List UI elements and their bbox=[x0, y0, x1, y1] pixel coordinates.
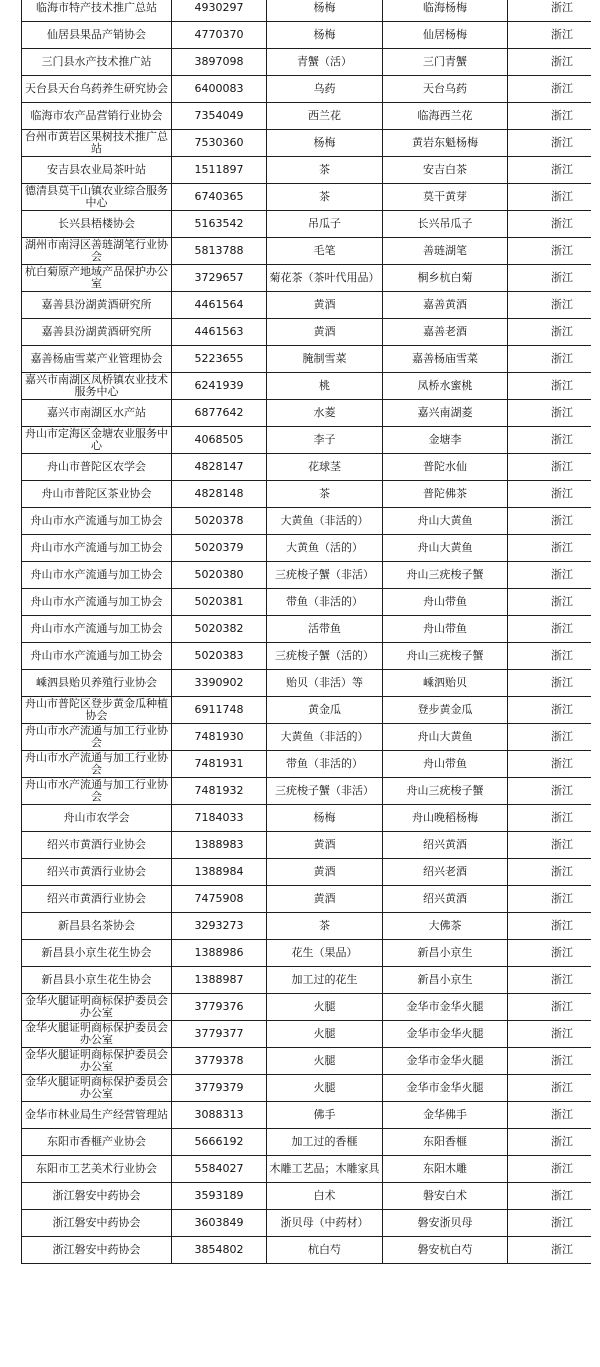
cell-registration-number: 5584027 bbox=[172, 1156, 267, 1183]
table-row bbox=[22, 967, 592, 994]
cell-trademark-name: 普陀水仙 bbox=[383, 454, 508, 481]
table-row bbox=[22, 292, 592, 319]
cell-goods: 吊瓜子 bbox=[267, 211, 383, 238]
cell-registration-number: 7481932 bbox=[172, 778, 267, 805]
cell-trademark-name: 绍兴老酒 bbox=[383, 859, 508, 886]
cell-trademark-name: 嘉善老酒 bbox=[383, 319, 508, 346]
cell-applicant: 金华火腿证明商标保护委员会办公室 bbox=[22, 1075, 172, 1102]
cell-applicant: 舟山市普陀区登步黄金瓜种植协会 bbox=[22, 697, 172, 724]
cell-applicant: 浙江磐安中药协会 bbox=[22, 1183, 172, 1210]
cell-registration-number: 5020382 bbox=[172, 616, 267, 643]
cell-registration-number: 5020380 bbox=[172, 562, 267, 589]
cell-goods: 黄酒 bbox=[267, 319, 383, 346]
cell-registration-number: 3729657 bbox=[172, 265, 267, 292]
cell-goods: 茶 bbox=[267, 913, 383, 940]
cell-applicant: 舟山市普陀区农学会 bbox=[22, 454, 172, 481]
cell-goods: 贻贝（非活）等 bbox=[267, 670, 383, 697]
cell-goods: 花球茎 bbox=[267, 454, 383, 481]
cell-province: 浙江 bbox=[508, 481, 592, 508]
cell-registration-number: 6400083 bbox=[172, 76, 267, 103]
cell-registration-number: 5163542 bbox=[172, 211, 267, 238]
cell-province: 浙江 bbox=[508, 1156, 592, 1183]
table-row bbox=[22, 238, 592, 265]
table-row bbox=[22, 184, 592, 211]
cell-trademark-name: 长兴吊瓜子 bbox=[383, 211, 508, 238]
cell-goods: 西兰花 bbox=[267, 103, 383, 130]
cell-applicant: 舟山市农学会 bbox=[22, 805, 172, 832]
table-row bbox=[22, 562, 592, 589]
cell-goods: 杨梅 bbox=[267, 805, 383, 832]
table-row bbox=[22, 1129, 592, 1156]
cell-province: 浙江 bbox=[508, 913, 592, 940]
cell-province: 浙江 bbox=[508, 76, 592, 103]
cell-province: 浙江 bbox=[508, 778, 592, 805]
table-row bbox=[22, 1102, 592, 1129]
cell-registration-number: 5020378 bbox=[172, 508, 267, 535]
cell-trademark-name: 舟山晚稻杨梅 bbox=[383, 805, 508, 832]
table-row bbox=[22, 724, 592, 751]
cell-province: 浙江 bbox=[508, 184, 592, 211]
cell-applicant: 嘉兴市南湖区水产站 bbox=[22, 400, 172, 427]
cell-province: 浙江 bbox=[508, 805, 592, 832]
cell-applicant: 嘉善杨庙雪菜产业管理协会 bbox=[22, 346, 172, 373]
cell-trademark-name: 磐安白术 bbox=[383, 1183, 508, 1210]
cell-registration-number: 3390902 bbox=[172, 670, 267, 697]
cell-registration-number: 4461564 bbox=[172, 292, 267, 319]
cell-trademark-name: 新昌小京生 bbox=[383, 967, 508, 994]
cell-province: 浙江 bbox=[508, 832, 592, 859]
cell-goods: 毛笔 bbox=[267, 238, 383, 265]
cell-goods: 黄酒 bbox=[267, 292, 383, 319]
cell-registration-number: 3779378 bbox=[172, 1048, 267, 1075]
cell-goods: 腌制雪菜 bbox=[267, 346, 383, 373]
cell-applicant: 安吉县农业局茶叶站 bbox=[22, 157, 172, 184]
cell-registration-number: 3854802 bbox=[172, 1237, 267, 1264]
table-row bbox=[22, 157, 592, 184]
cell-trademark-name: 凤桥水蜜桃 bbox=[383, 373, 508, 400]
cell-registration-number: 5666192 bbox=[172, 1129, 267, 1156]
cell-applicant: 临海市农产品营销行业协会 bbox=[22, 103, 172, 130]
cell-province: 浙江 bbox=[508, 562, 592, 589]
cell-trademark-name: 仙居杨梅 bbox=[383, 22, 508, 49]
cell-trademark-name: 安吉白茶 bbox=[383, 157, 508, 184]
cell-trademark-name: 金华市金华火腿 bbox=[383, 1021, 508, 1048]
table-row bbox=[22, 211, 592, 238]
table-row bbox=[22, 913, 592, 940]
table-row bbox=[22, 697, 592, 724]
table-row bbox=[22, 1021, 592, 1048]
cell-goods: 杭白芍 bbox=[267, 1237, 383, 1264]
cell-trademark-name: 登步黄金瓜 bbox=[383, 697, 508, 724]
table-row bbox=[22, 481, 592, 508]
table-row bbox=[22, 1183, 592, 1210]
cell-registration-number: 6241939 bbox=[172, 373, 267, 400]
cell-applicant: 杭白菊原产地域产品保护办公室 bbox=[22, 265, 172, 292]
cell-registration-number: 3293273 bbox=[172, 913, 267, 940]
cell-goods: 火腿 bbox=[267, 1075, 383, 1102]
cell-goods: 杨梅 bbox=[267, 0, 383, 22]
cell-applicant: 嘉善县汾湖黄酒研究所 bbox=[22, 319, 172, 346]
cell-goods: 杨梅 bbox=[267, 22, 383, 49]
table-row bbox=[22, 1048, 592, 1075]
table-row bbox=[22, 643, 592, 670]
cell-goods: 黄酒 bbox=[267, 886, 383, 913]
cell-registration-number: 5813788 bbox=[172, 238, 267, 265]
cell-province: 浙江 bbox=[508, 211, 592, 238]
cell-province: 浙江 bbox=[508, 940, 592, 967]
cell-registration-number: 4828148 bbox=[172, 481, 267, 508]
table-row bbox=[22, 1156, 592, 1183]
cell-applicant: 临海市特产技术推广总站 bbox=[22, 0, 172, 22]
cell-goods: 菊花茶（茶叶代用品） bbox=[267, 265, 383, 292]
cell-goods: 浙贝母（中药材） bbox=[267, 1210, 383, 1237]
cell-goods: 加工过的香榧 bbox=[267, 1129, 383, 1156]
cell-trademark-name: 嵊泗贻贝 bbox=[383, 670, 508, 697]
cell-registration-number: 4770370 bbox=[172, 22, 267, 49]
table-row bbox=[22, 0, 592, 22]
cell-trademark-name: 舟山带鱼 bbox=[383, 751, 508, 778]
cell-goods: 茶 bbox=[267, 481, 383, 508]
cell-province: 浙江 bbox=[508, 508, 592, 535]
cell-goods: 带鱼（非活的） bbox=[267, 751, 383, 778]
cell-province: 浙江 bbox=[508, 157, 592, 184]
cell-province: 浙江 bbox=[508, 22, 592, 49]
cell-province: 浙江 bbox=[508, 373, 592, 400]
table-row bbox=[22, 508, 592, 535]
table-row bbox=[22, 751, 592, 778]
cell-registration-number: 3603849 bbox=[172, 1210, 267, 1237]
table-row bbox=[22, 886, 592, 913]
table-row bbox=[22, 589, 592, 616]
cell-province: 浙江 bbox=[508, 643, 592, 670]
cell-applicant: 绍兴市黄酒行业协会 bbox=[22, 832, 172, 859]
cell-registration-number: 3088313 bbox=[172, 1102, 267, 1129]
cell-registration-number: 5223655 bbox=[172, 346, 267, 373]
trademark-table bbox=[21, 0, 591, 1264]
cell-trademark-name: 临海西兰花 bbox=[383, 103, 508, 130]
table-row bbox=[22, 130, 592, 157]
cell-applicant: 嘉善县汾湖黄酒研究所 bbox=[22, 292, 172, 319]
cell-province: 浙江 bbox=[508, 1075, 592, 1102]
cell-applicant: 浙江磐安中药协会 bbox=[22, 1210, 172, 1237]
cell-province: 浙江 bbox=[508, 130, 592, 157]
cell-applicant: 长兴县梧楼协会 bbox=[22, 211, 172, 238]
cell-province: 浙江 bbox=[508, 265, 592, 292]
cell-registration-number: 7481930 bbox=[172, 724, 267, 751]
cell-province: 浙江 bbox=[508, 994, 592, 1021]
cell-registration-number: 6911748 bbox=[172, 697, 267, 724]
cell-goods: 黄酒 bbox=[267, 859, 383, 886]
table-row bbox=[22, 1237, 592, 1264]
cell-registration-number: 1511897 bbox=[172, 157, 267, 184]
cell-applicant: 舟山市定海区金塘农业服务中心 bbox=[22, 427, 172, 454]
cell-goods: 桃 bbox=[267, 373, 383, 400]
table-row bbox=[22, 778, 592, 805]
cell-trademark-name: 嘉善黄酒 bbox=[383, 292, 508, 319]
cell-trademark-name: 绍兴黄酒 bbox=[383, 832, 508, 859]
cell-registration-number: 4461563 bbox=[172, 319, 267, 346]
cell-registration-number: 5020381 bbox=[172, 589, 267, 616]
cell-province: 浙江 bbox=[508, 1048, 592, 1075]
cell-trademark-name: 嘉兴南湖菱 bbox=[383, 400, 508, 427]
cell-province: 浙江 bbox=[508, 427, 592, 454]
table-row bbox=[22, 373, 592, 400]
cell-goods: 加工过的花生 bbox=[267, 967, 383, 994]
cell-applicant: 德清县莫干山镇农业综合服务中心 bbox=[22, 184, 172, 211]
cell-trademark-name: 舟山三疣梭子蟹 bbox=[383, 562, 508, 589]
cell-province: 浙江 bbox=[508, 751, 592, 778]
table-body bbox=[22, 0, 592, 1264]
cell-applicant: 仙居县果品产销协会 bbox=[22, 22, 172, 49]
cell-province: 浙江 bbox=[508, 535, 592, 562]
cell-trademark-name: 东阳香榧 bbox=[383, 1129, 508, 1156]
cell-province: 浙江 bbox=[508, 616, 592, 643]
cell-applicant: 新昌县小京生花生协会 bbox=[22, 940, 172, 967]
cell-applicant: 舟山市水产流通与加工协会 bbox=[22, 535, 172, 562]
cell-goods: 三疣梭子蟹（非活） bbox=[267, 778, 383, 805]
cell-trademark-name: 舟山带鱼 bbox=[383, 616, 508, 643]
cell-goods: 火腿 bbox=[267, 994, 383, 1021]
cell-province: 浙江 bbox=[508, 292, 592, 319]
cell-applicant: 东阳市工艺美术行业协会 bbox=[22, 1156, 172, 1183]
cell-registration-number: 7354049 bbox=[172, 103, 267, 130]
cell-trademark-name: 磐安杭白芍 bbox=[383, 1237, 508, 1264]
cell-applicant: 舟山市水产流通与加工协会 bbox=[22, 616, 172, 643]
table-row bbox=[22, 103, 592, 130]
cell-province: 浙江 bbox=[508, 859, 592, 886]
cell-province: 浙江 bbox=[508, 1237, 592, 1264]
cell-registration-number: 1388986 bbox=[172, 940, 267, 967]
cell-trademark-name: 三门青蟹 bbox=[383, 49, 508, 76]
cell-trademark-name: 绍兴黄酒 bbox=[383, 886, 508, 913]
table-row bbox=[22, 940, 592, 967]
cell-trademark-name: 舟山带鱼 bbox=[383, 589, 508, 616]
cell-applicant: 嵊泗县贻贝养殖行业协会 bbox=[22, 670, 172, 697]
cell-province: 浙江 bbox=[508, 103, 592, 130]
cell-applicant: 湖州市南浔区善琏湖笔行业协会 bbox=[22, 238, 172, 265]
table-row bbox=[22, 535, 592, 562]
cell-trademark-name: 舟山大黄鱼 bbox=[383, 724, 508, 751]
cell-province: 浙江 bbox=[508, 724, 592, 751]
table-row bbox=[22, 400, 592, 427]
table-row bbox=[22, 859, 592, 886]
cell-province: 浙江 bbox=[508, 1021, 592, 1048]
cell-province: 浙江 bbox=[508, 0, 592, 22]
table-row bbox=[22, 319, 592, 346]
cell-registration-number: 3779377 bbox=[172, 1021, 267, 1048]
cell-registration-number: 3593189 bbox=[172, 1183, 267, 1210]
cell-goods: 大黄鱼（非活的） bbox=[267, 508, 383, 535]
cell-goods: 青蟹（活） bbox=[267, 49, 383, 76]
table-row bbox=[22, 265, 592, 292]
cell-applicant: 金华火腿证明商标保护委员会办公室 bbox=[22, 1048, 172, 1075]
cell-applicant: 舟山市水产流通与加工协会 bbox=[22, 589, 172, 616]
cell-applicant: 绍兴市黄酒行业协会 bbox=[22, 859, 172, 886]
table-row bbox=[22, 454, 592, 481]
cell-applicant: 三门县水产技术推广站 bbox=[22, 49, 172, 76]
cell-goods: 李子 bbox=[267, 427, 383, 454]
cell-applicant: 舟山市水产流通与加工行业协会 bbox=[22, 724, 172, 751]
cell-goods: 三疣梭子蟹（活的） bbox=[267, 643, 383, 670]
cell-applicant: 金华火腿证明商标保护委员会办公室 bbox=[22, 1021, 172, 1048]
cell-trademark-name: 桐乡杭白菊 bbox=[383, 265, 508, 292]
table-row bbox=[22, 76, 592, 103]
cell-province: 浙江 bbox=[508, 238, 592, 265]
cell-goods: 花生（果品） bbox=[267, 940, 383, 967]
cell-registration-number: 4068505 bbox=[172, 427, 267, 454]
cell-province: 浙江 bbox=[508, 49, 592, 76]
cell-trademark-name: 莫干黄芽 bbox=[383, 184, 508, 211]
cell-province: 浙江 bbox=[508, 1183, 592, 1210]
cell-applicant: 舟山市普陀区茶业协会 bbox=[22, 481, 172, 508]
cell-goods: 乌药 bbox=[267, 76, 383, 103]
cell-province: 浙江 bbox=[508, 697, 592, 724]
cell-trademark-name: 金塘李 bbox=[383, 427, 508, 454]
cell-province: 浙江 bbox=[508, 400, 592, 427]
cell-trademark-name: 黄岩东魁杨梅 bbox=[383, 130, 508, 157]
cell-applicant: 台州市黄岩区果树技术推广总站 bbox=[22, 130, 172, 157]
table-row bbox=[22, 1075, 592, 1102]
cell-trademark-name: 临海杨梅 bbox=[383, 0, 508, 22]
cell-trademark-name: 大佛茶 bbox=[383, 913, 508, 940]
cell-registration-number: 5020379 bbox=[172, 535, 267, 562]
cell-province: 浙江 bbox=[508, 967, 592, 994]
cell-trademark-name: 善琏湖笔 bbox=[383, 238, 508, 265]
cell-goods: 茶 bbox=[267, 184, 383, 211]
cell-applicant: 新昌县小京生花生协会 bbox=[22, 967, 172, 994]
cell-registration-number: 7475908 bbox=[172, 886, 267, 913]
cell-applicant: 舟山市水产流通与加工协会 bbox=[22, 562, 172, 589]
cell-trademark-name: 舟山大黄鱼 bbox=[383, 535, 508, 562]
cell-registration-number: 1388983 bbox=[172, 832, 267, 859]
cell-goods: 大黄鱼（活的） bbox=[267, 535, 383, 562]
cell-province: 浙江 bbox=[508, 1210, 592, 1237]
cell-applicant: 舟山市水产流通与加工协会 bbox=[22, 508, 172, 535]
cell-province: 浙江 bbox=[508, 1129, 592, 1156]
cell-registration-number: 3779379 bbox=[172, 1075, 267, 1102]
cell-trademark-name: 磐安浙贝母 bbox=[383, 1210, 508, 1237]
cell-goods: 茶 bbox=[267, 157, 383, 184]
cell-goods: 黄酒 bbox=[267, 832, 383, 859]
cell-trademark-name: 金华市金华火腿 bbox=[383, 1048, 508, 1075]
cell-applicant: 天台县天台乌药养生研究协会 bbox=[22, 76, 172, 103]
table-row bbox=[22, 346, 592, 373]
cell-trademark-name: 东阳木雕 bbox=[383, 1156, 508, 1183]
cell-registration-number: 1388987 bbox=[172, 967, 267, 994]
cell-registration-number: 7481931 bbox=[172, 751, 267, 778]
cell-applicant: 嘉兴市南湖区凤桥镇农业技术服务中心 bbox=[22, 373, 172, 400]
table-row bbox=[22, 49, 592, 76]
cell-goods: 火腿 bbox=[267, 1048, 383, 1075]
cell-trademark-name: 金华市金华火腿 bbox=[383, 994, 508, 1021]
table-row bbox=[22, 616, 592, 643]
cell-goods: 木雕工艺品；木雕家具 bbox=[267, 1156, 383, 1183]
cell-goods: 水菱 bbox=[267, 400, 383, 427]
cell-applicant: 东阳市香榧产业协会 bbox=[22, 1129, 172, 1156]
cell-registration-number: 7184033 bbox=[172, 805, 267, 832]
table-row bbox=[22, 427, 592, 454]
table-row bbox=[22, 1210, 592, 1237]
cell-registration-number: 4930297 bbox=[172, 0, 267, 22]
cell-goods: 黄金瓜 bbox=[267, 697, 383, 724]
table-row bbox=[22, 22, 592, 49]
cell-trademark-name: 舟山三疣梭子蟹 bbox=[383, 643, 508, 670]
cell-trademark-name: 舟山大黄鱼 bbox=[383, 508, 508, 535]
cell-applicant: 舟山市水产流通与加工行业协会 bbox=[22, 751, 172, 778]
table-container bbox=[21, 0, 591, 1367]
cell-province: 浙江 bbox=[508, 319, 592, 346]
cell-goods: 带鱼（非活的） bbox=[267, 589, 383, 616]
cell-registration-number: 6877642 bbox=[172, 400, 267, 427]
cell-goods: 佛手 bbox=[267, 1102, 383, 1129]
cell-province: 浙江 bbox=[508, 589, 592, 616]
cell-goods: 火腿 bbox=[267, 1021, 383, 1048]
cell-applicant: 浙江磐安中药协会 bbox=[22, 1237, 172, 1264]
cell-registration-number: 5020383 bbox=[172, 643, 267, 670]
cell-goods: 大黄鱼（非活的） bbox=[267, 724, 383, 751]
cell-applicant: 舟山市水产流通与加工协会 bbox=[22, 643, 172, 670]
cell-trademark-name: 天台乌药 bbox=[383, 76, 508, 103]
cell-registration-number: 7530360 bbox=[172, 130, 267, 157]
cell-applicant: 金华火腿证明商标保护委员会办公室 bbox=[22, 994, 172, 1021]
cell-province: 浙江 bbox=[508, 454, 592, 481]
cell-goods: 白术 bbox=[267, 1183, 383, 1210]
table-row bbox=[22, 805, 592, 832]
cell-registration-number: 3897098 bbox=[172, 49, 267, 76]
cell-goods: 活带鱼 bbox=[267, 616, 383, 643]
cell-registration-number: 3779376 bbox=[172, 994, 267, 1021]
cell-applicant: 舟山市水产流通与加工行业协会 bbox=[22, 778, 172, 805]
cell-trademark-name: 嘉善杨庙雪菜 bbox=[383, 346, 508, 373]
cell-registration-number: 6740365 bbox=[172, 184, 267, 211]
cell-trademark-name: 舟山三疣梭子蟹 bbox=[383, 778, 508, 805]
cell-province: 浙江 bbox=[508, 670, 592, 697]
cell-province: 浙江 bbox=[508, 1102, 592, 1129]
cell-applicant: 绍兴市黄酒行业协会 bbox=[22, 886, 172, 913]
table-row bbox=[22, 670, 592, 697]
cell-registration-number: 4828147 bbox=[172, 454, 267, 481]
table-row bbox=[22, 994, 592, 1021]
cell-applicant: 新昌县名茶协会 bbox=[22, 913, 172, 940]
table-row bbox=[22, 832, 592, 859]
cell-goods: 三疣梭子蟹（非活） bbox=[267, 562, 383, 589]
cell-trademark-name: 新昌小京生 bbox=[383, 940, 508, 967]
cell-province: 浙江 bbox=[508, 886, 592, 913]
cell-applicant: 金华市林业局生产经营管理站 bbox=[22, 1102, 172, 1129]
cell-registration-number: 1388984 bbox=[172, 859, 267, 886]
cell-province: 浙江 bbox=[508, 346, 592, 373]
cell-trademark-name: 普陀佛茶 bbox=[383, 481, 508, 508]
cell-goods: 杨梅 bbox=[267, 130, 383, 157]
cell-trademark-name: 金华佛手 bbox=[383, 1102, 508, 1129]
cell-trademark-name: 金华市金华火腿 bbox=[383, 1075, 508, 1102]
